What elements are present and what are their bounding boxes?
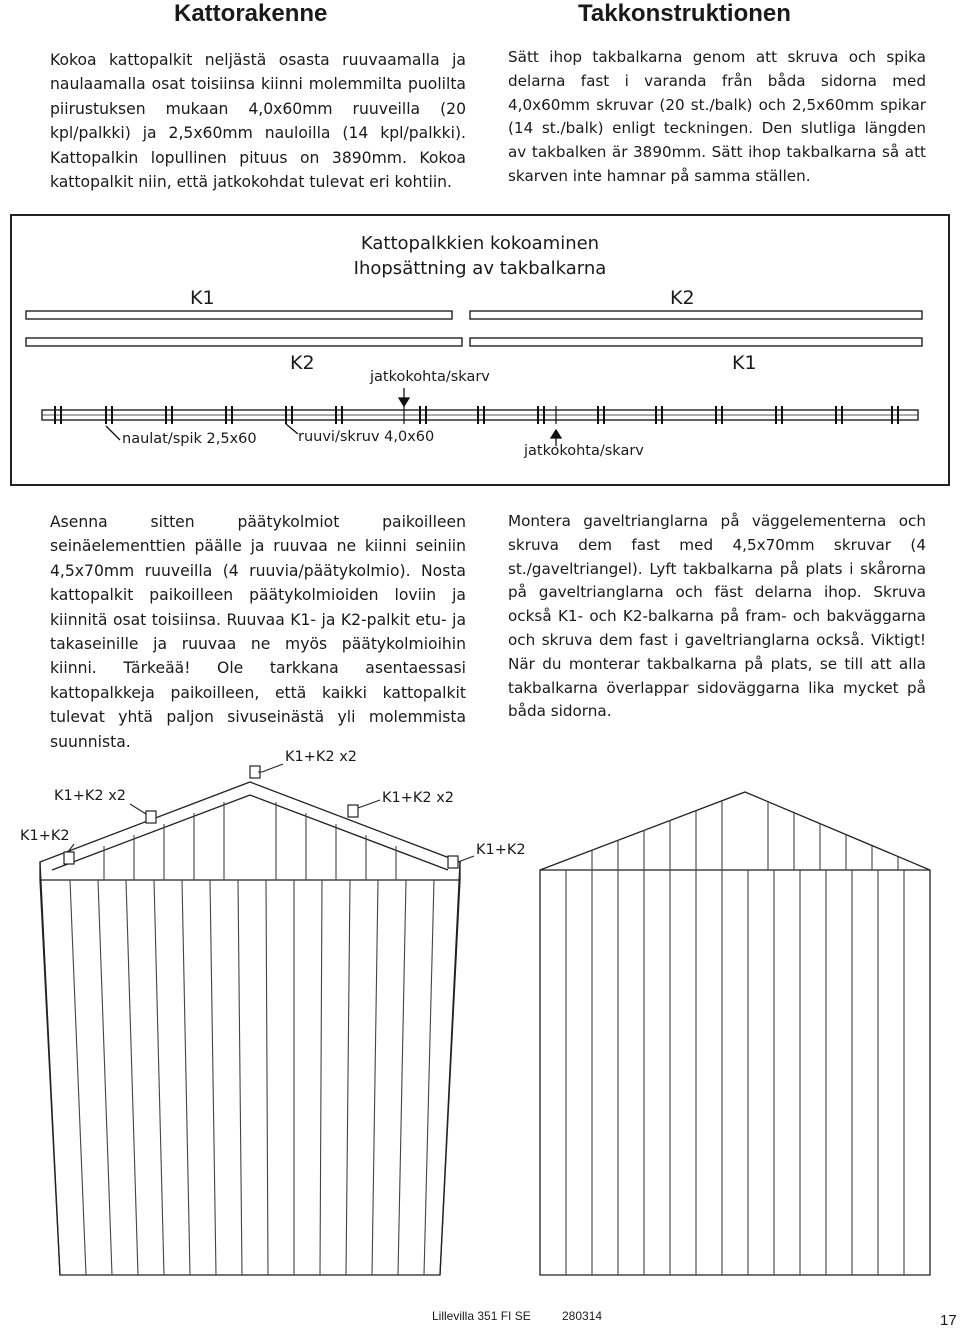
beam-label-k1-bottom: K1 <box>732 352 757 374</box>
callout-left-upper: K1+K2 x2 <box>54 788 127 804</box>
callout-left: K1+K2 <box>20 828 70 844</box>
beam-label-k2-top: K2 <box>670 287 695 309</box>
footer-product: Lillevilla 351 FI SE <box>432 1309 531 1323</box>
beam-label-k2-bottom: K2 <box>290 352 315 374</box>
footer-code: 280314 <box>562 1309 603 1323</box>
beam-k2-row2 <box>26 338 462 346</box>
install-paragraph-swedish: Montera gaveltrianglarna på väggelementerna och skruva dem fast med 4,5x70mm skruvar (4 st./gaveltriangel). Lyft takbalkarna på plats i skårorna på gaveltrianglarna och fäst delarna ihop. Skruva också K1- och K2-balkarna på fram- och bakväggarna och skruva dem fast i gaveltrianglarna också. Viktigt! När du monterar takbalkarna på plats, se till att alla takbalkarna överlappar sidoväggarna lika mycket på båda sidorna. <box>508 512 926 721</box>
nail-label: naulat/spik 2,5x60 <box>122 431 257 447</box>
joint-arrow-top-head <box>399 398 409 406</box>
callout-right: K1+K2 <box>476 842 526 858</box>
screw-label: ruuvi/skruv 4,0x60 <box>298 429 435 445</box>
install-paragraph-finnish: Asenna sitten päätykolmiot paikoilleen seinäelementtien päälle ja ruuvaa ne kiinni seiniin 4,5x70mm ruuveilla (4 ruuvia/päätykolmio). Nosta kattopalkit paikoilleen päätykolmioiden loviin ja kiinnitä osat toisiinsa. Ruuvaa K1- ja K2-palkit etu- ja takaseinille ja ruuvaa ne myös päätykolmioihin kiinni. Tärkeää! Ole tarkkana asentaessasi kattopalkkeja paikoilleen, että kaikki kattopalkit tulevat yhtä paljon sivuseinästä yli molemmista suunnista. <box>50 513 466 751</box>
beam-k1-row1 <box>26 311 452 319</box>
page-number: 17 <box>940 1312 957 1329</box>
heading-finnish: Kattorakenne <box>174 0 328 27</box>
screw-leader <box>286 424 298 434</box>
beam-k2-row1 <box>470 311 922 319</box>
joint-arrow-bottom-head <box>551 430 561 438</box>
intro-paragraph-finnish: Kokoa kattopalkit neljästä osasta ruuvaamalla ja naulaamalla osat toisiinsa kiinni molemmilta puolilta piirustuksen mukaan 4,0x60mm ruuveilla (20 kpl/palkki) ja 2,5x60mm nauloilla (14 kpl/palkki). Kattopalkin lopullinen pituus on 3890mm. Kokoa kattopalkit niin, että jatkokohdat tulevat eri kohtiin. <box>50 51 466 192</box>
nail-leader <box>106 426 120 440</box>
diagram-title-finnish: Kattopalkkien kokoaminen <box>360 233 600 254</box>
callout-top: K1+K2 x2 <box>285 749 358 765</box>
beam-label-k1-top: K1 <box>190 287 215 309</box>
joint-label-top: jatkokohta/skarv <box>370 369 490 385</box>
heading-swedish: Takkonstruktionen <box>578 0 791 27</box>
callout-right-upper: K1+K2 x2 <box>382 790 455 806</box>
beam-k1-row2 <box>470 338 922 346</box>
joint-label-bottom: jatkokohta/skarv <box>524 443 644 459</box>
intro-paragraph-swedish: Sätt ihop takbalkarna genom att skruva och spika delarna fast i varanda från båda sidorna med 4,0x60mm skruvar (20 st./balk) och 2,5x60mm spikar (14 st./balk) enligt teckningen. Den slutliga längden av takbalken är 3890mm. Sätt ihop takbalkarna så att skarven inte hamnar på samma ställen. <box>508 48 926 185</box>
diagram-title-swedish: Ihopsättning av takbalkarna <box>353 258 607 279</box>
